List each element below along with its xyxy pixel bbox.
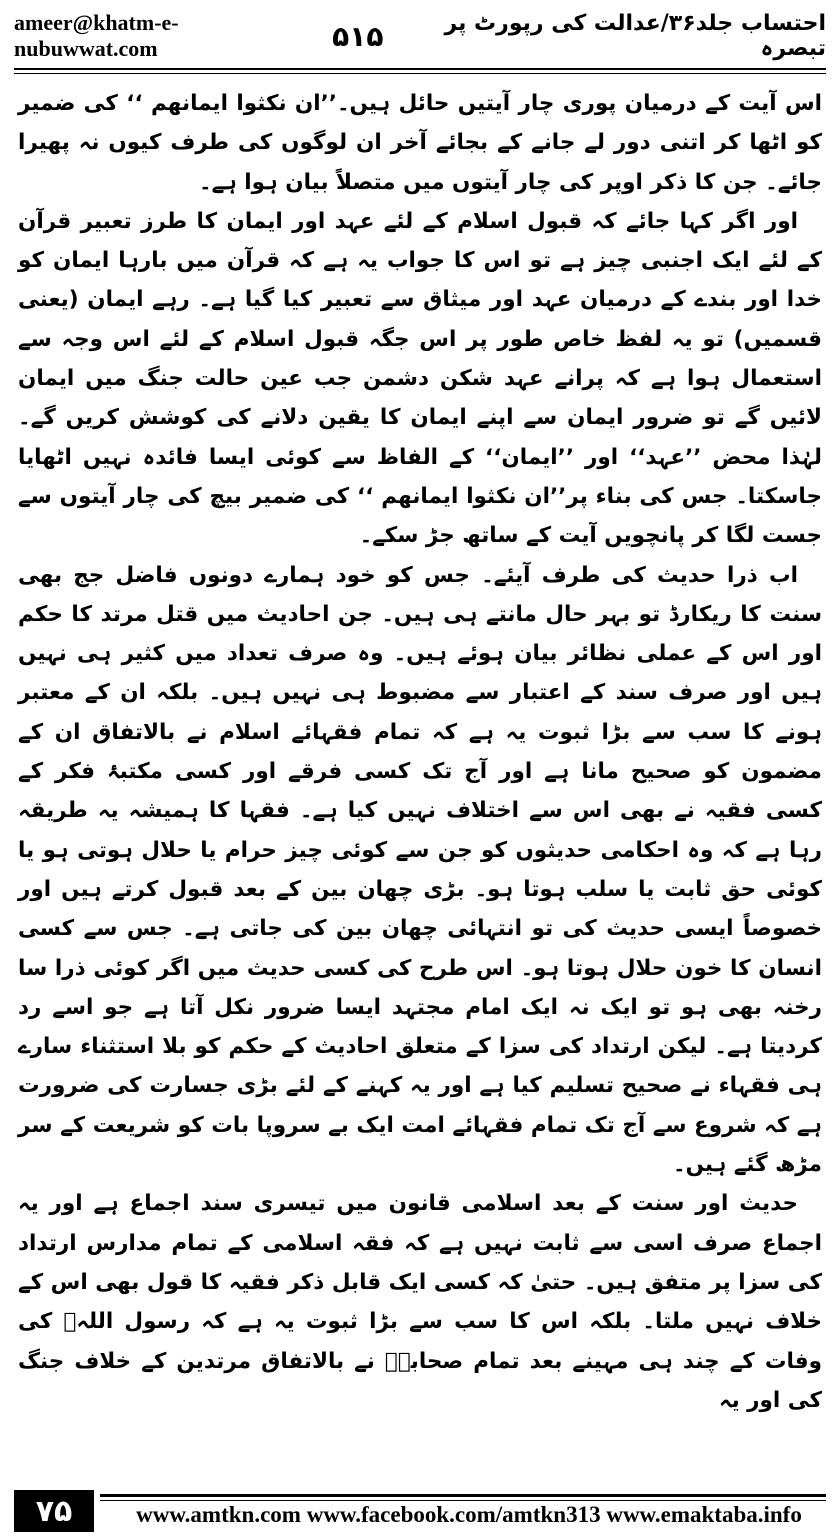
footer-rule bbox=[100, 1494, 826, 1497]
footer-page-number: ۷۵ bbox=[14, 1490, 94, 1532]
header-rule bbox=[14, 68, 826, 70]
footer-rule-thin bbox=[100, 1500, 826, 1501]
header-title: احتساب جلد۳۶/عدالت کی رپورٹ پر تبصرہ bbox=[444, 11, 826, 61]
header-left bbox=[14, 10, 383, 62]
paragraph-3: اب ذرا حدیث کی طرف آیئے۔ جس کو خود ہمارے دونوں فاضل جج بھی سنت کا ریکارڈ تو بہر حال مانتے ہی ہیں۔ جن احادیث میں قتل مرتد کا حکم اور اس کے عملی نظائر بیان ہوئے ہیں۔ وہ صرف تعداد میں کثیر ہی نہیں ہیں اور صرف سند کے اعتبار سے مضبوط ہی نہیں ہیں۔ بلکہ ان کے معتبر ہونے کا سب سے بڑا ثبوت یہ ہے کہ تمام فقہائے اسلام نے بالاتفاق ان کے مضمون کو صحیح مانا ہے اور آج تک کسی فرقے اور کسی مکتبۂ فکر کے کسی فقیہ نے بھی اس سے اختلاف نہیں کیا ہے۔ فقہا کا ہمیشہ یہ طریقہ رہا ہے کہ وہ احکامی حدیثوں کو جن سے کوئی چیز حرام یا حلال ہوتی ہو یا کوئی حق ثابت یا سلب ہوتا ہو۔ بڑی چھان بین کے بعد قبول کرتے ہیں اور خصوصاً ایسی حدیث کی تو انتہائی چھان بین کی جاتی ہے۔ جس سے کسی انسان کا خون حلال ہوتا ہو۔ اس طرح کی کسی حدیث میں اگر کوئی ذرا سا رخنہ بھی ہو تو ایک نہ ایک امام مجتہد ایسا ضرور نکل آتا ہے جو اسے رد کردیتا ہے۔ لیکن ارتداد کی سزا کے متعلق احادیث کے حکم کو بلا استثناء سارے ہی فقہاء نے صحیح تسلیم کیا ہے اور یہ کہنے کے لئے بڑی جسارت کی ضرورت ہے کہ شروع سے آج تک تمام فقہائے امت ایک بے سروپا بات کو شریعت کے سر مڑھ گئے ہیں۔ bbox=[18, 562, 822, 1178]
page-footer bbox=[0, 1490, 840, 1536]
header-rule-thin bbox=[14, 73, 826, 74]
footer-links: www.amtkn.com www.facebook.com/amtkn313 www.emaktaba.info bbox=[136, 1502, 802, 1527]
header-email: ameer@khatm-e-nubuwwat.com bbox=[14, 10, 179, 61]
paragraph-4: حدیث اور سنت کے بعد اسلامی قانون میں تیسری سند اجماع ہے اور یہ اجماع صرف اسی سے ثابت نہیں ہے کہ فقہ اسلامی کے تمام مدارس ارتداد کی سزا پر متفق ہیں۔ حتیٰ کہ کسی ایک قابل ذکر فقیہ کا قول بھی اس کے خلاف نہیں ملتا۔ بلکہ اس کا سب سے بڑا ثبوت یہ ہے کہ رسول اللہﷺ کی وفات کے چند ہی مہینے بعد تمام صحابہؓ نے بالاتفاق مرتدین کے خلاف جنگ کی اور یہ bbox=[18, 1191, 822, 1413]
paragraph-2: اور اگر کہا جائے کہ قبول اسلام کے لئے عہد اور ایمان کا طرز تعبیر قرآن کے لئے ایک اجنبی چیز ہے تو اس کا جواب یہ ہے کہ قرآن میں بارہا ایمان کو خدا اور بندے کے درمیان عہد اور میثاق سے تعبیر کیا گیا ہے۔ رہے ایمان (یعنی قسمیں) تو یہ لفظ خاص طور پر اس جگہ قبول اسلام کے لئے اس وجہ سے استعمال ہوا ہے کہ پرانے عہد شکن دشمن جب عین حالت جنگ میں ایمان لائیں گے تو ضرور ایمان سے اپنے ایمان کا یقین دلانے کی کوشش کریں گے۔ لہٰذا محض ’’عہد‘‘ اور ’’ایمان‘‘ کے الفاظ سے کوئی ایسا فائدہ نہیں اٹھایا جاسکتا۔ جس کی بناء پر’’ان نکثوا ایمانھم ‘‘ کی ضمیر بیچ کی چار آیتوں سے جست لگا کر پانچویں آیت کے ساتھ جڑ سکے۔ bbox=[18, 208, 822, 549]
header-page-number: ۵۱۵ bbox=[332, 19, 384, 53]
page-body bbox=[18, 84, 822, 1420]
paragraph-1: اس آیت کے درمیان پوری چار آیتیں حائل ہیں۔’’ان نکثوا ایمانھم ‘‘ کی ضمیر کو اٹھا کر اتنی دور لے جانے کے بجائے آخر ان لوگوں کی طرف کیوں نہ پھیرا جائے۔ جن کا ذکر اوپر کی چار آیتوں میں متصلاً بیان ہوا ہے۔ bbox=[18, 91, 822, 195]
page-header bbox=[14, 8, 826, 64]
